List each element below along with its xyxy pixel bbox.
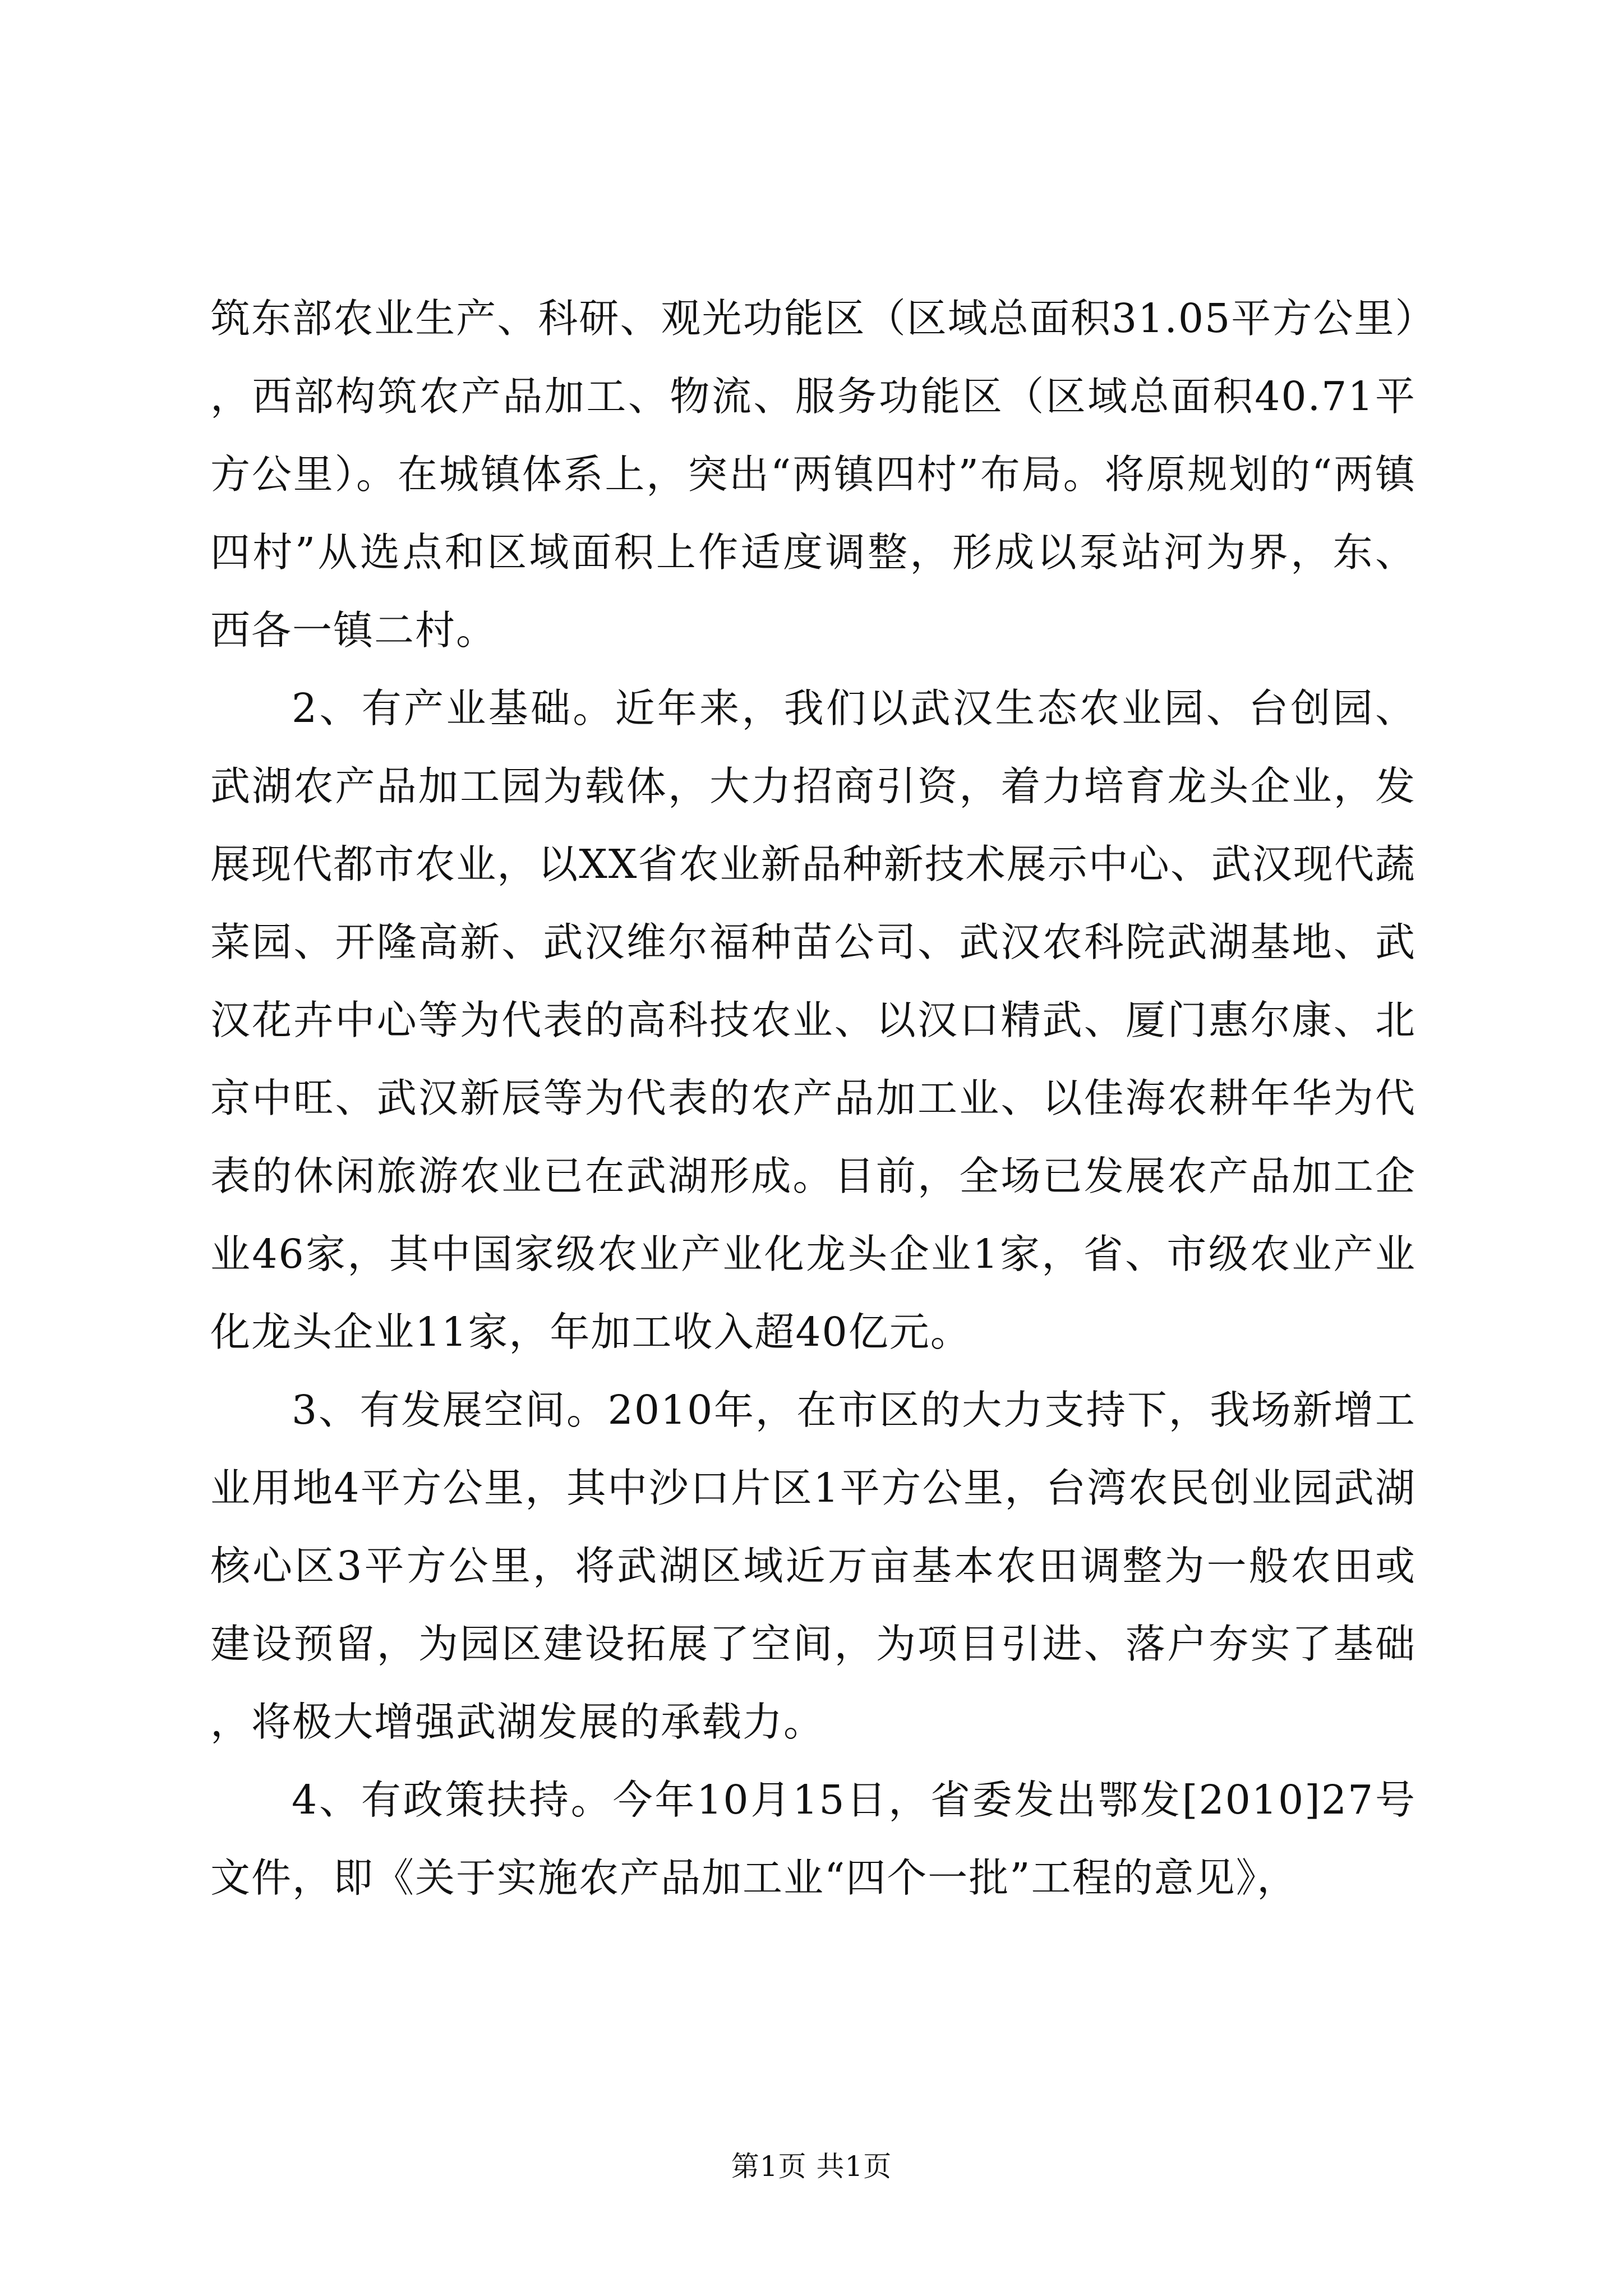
document-body [210,279,1416,1917]
paragraph-continued: 筑东部农业生产、科研、观光功能区（区域总面积31.05平方公里），西部构筑农产品加工、物流、服务功能区（区域总面积40.71平方公里）。在城镇体系上，突出“两镇四村”布局。将原规划的“两镇四村”从选点和区域面积上作适度调整，形成以泵站河为界，东、西各一镇二村。 [210,295,1416,654]
page-footer: 第1页 共1页 [731,2150,892,2183]
paragraph-policy-support: 4、有政策扶持。今年10月15日，省委发出鄂发[2010]27号文件，即《关于实施农产品加工业“四个一批”工程的意见》， [210,1777,1416,1901]
paragraph-development-space: 3、有发展空间。2010年，在市区的大力支持下，我场新增工业用地4平方公里，其中沙口片区1平方公里，台湾农民创业园武湖核心区3平方公里，将武湖区域近万亩基本农田调整为一般农田或建设预留，为园区建设拓展了空间，为项目引进、落户夯实了基础，将极大增强武湖发展的承载力。 [210,1387,1416,1745]
paragraph-industry-base: 2、有产业基础。近年来，我们以武汉生态农业园、台创园、武湖农产品加工园为载体，大力招商引资，着力培育龙头企业，发展现代都市农业，以XX省农业新品种新技术展示中心、武汉现代蔬菜园、开隆高新、武汉维尔福种苗公司、武汉农科院武湖基地、武汉花卉中心等为代表的高科技农业、以汉口精武、厦门惠尔康、北京中旺、武汉新辰等为代表的农产品加工业、以佳海农耕年华为代表的休闲旅游农业已在武湖形成。目前，全场已发展农产品加工企业46家，其中国家级农业产业化龙头企业1家，省、市级农业产业化龙头企业11家，年加工收入超40亿元。 [210,685,1416,1355]
